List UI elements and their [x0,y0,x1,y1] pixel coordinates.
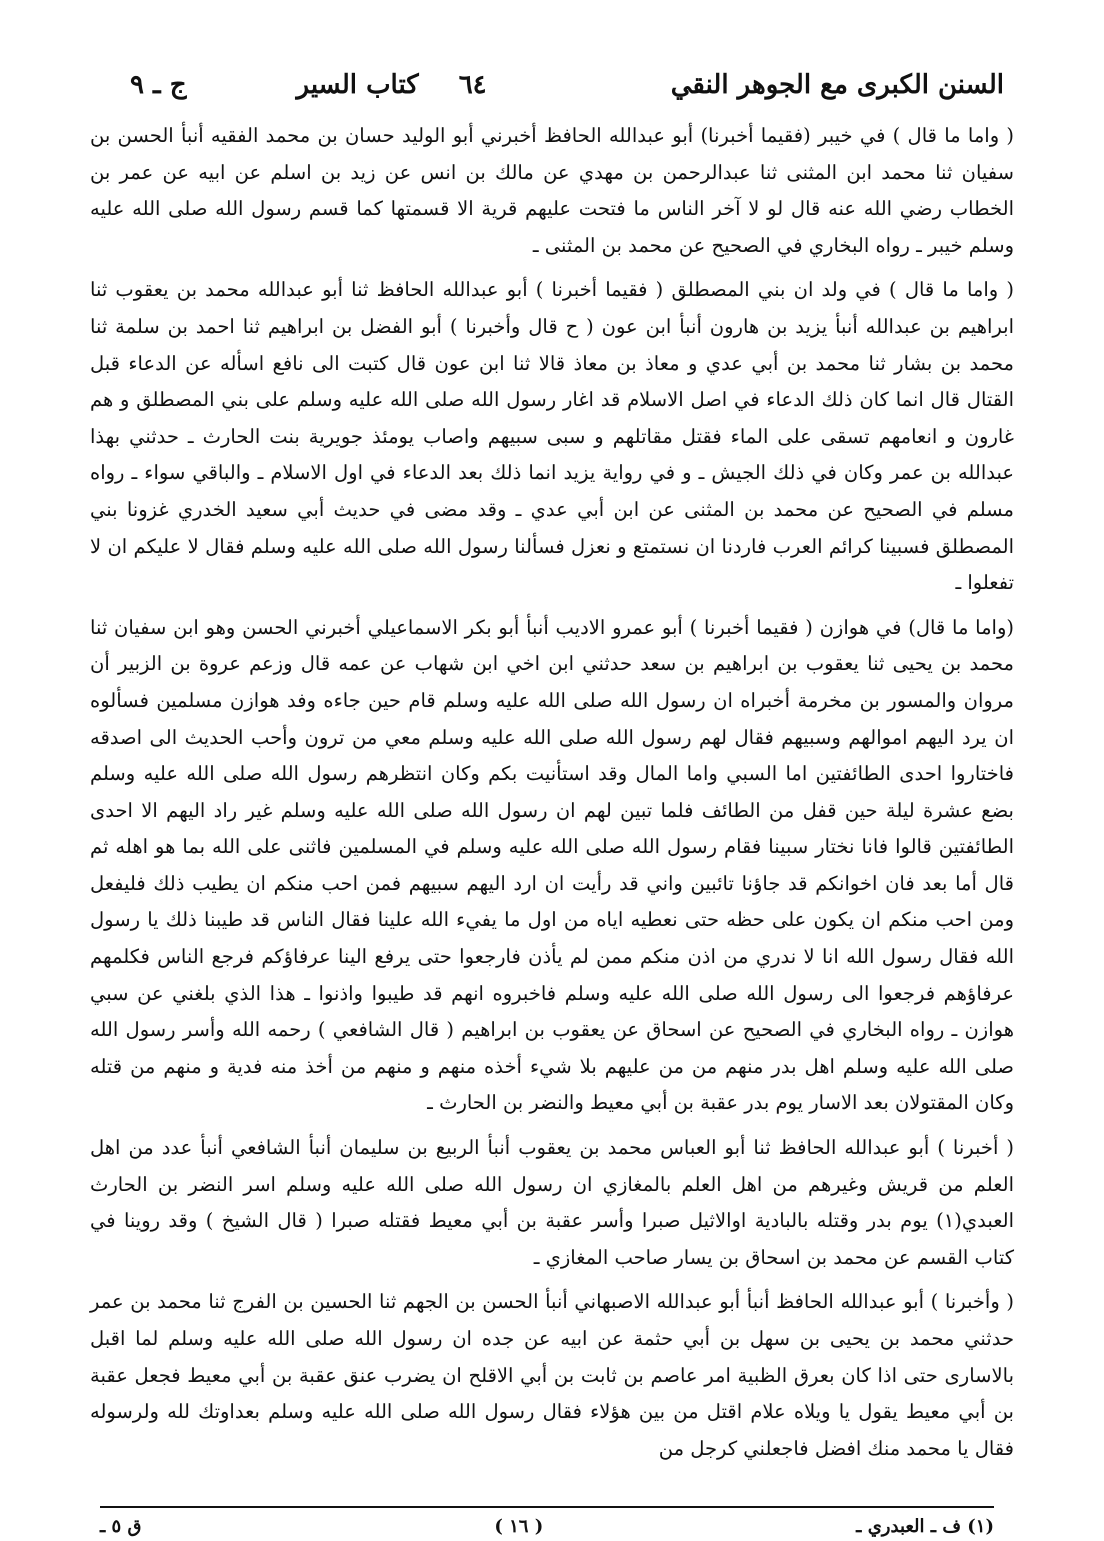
footnote-divider [100,1506,994,1508]
running-header [90,70,1014,118]
footnote: (١) ف ـ العبدري ـ [856,1515,994,1537]
volume-label: ج ـ ٩ [130,70,187,100]
footer-code: ق ٥ ـ [100,1515,142,1537]
paragraph-hawazin: (واما ما قال) في هوازن ( فقيما أخبرنا ) أبو عمرو الاديب أنبأ أبو بكر الاسماعيلي أخبرني الحسن وهو ابن سفيان ثنا محمد بن يحيى ثنا يعقوب بن ابراهيم بن سعد حدثني ابن اخي ابن شهاب عن عمه قال وزعم عروة بن الزبير أن مروان والمسور بن مخرمة أخبراه ان رسول الله صلى الله عليه وسلم قام حين جاءه وفد هوازن مسلمين فسألوه ان يرد اليهم اموالهم وسبيهم فقال لهم رسول الله صلى الله عليه وسلم معي من ترون وأحب الحديث الى اصدقه فاختاروا احدى الطائفتين اما السبي واما المال وقد استأنيت بكم وكان انتظرهم رسول الله صلى الله عليه وسلم بضع عشرة ليلة حين قفل من الطائف فلما تبين لهم ان رسول الله صلى الله عليه وسلم غير راد اليهم الا احدى الطائفتين قالوا فانا نختار سبينا فقام رسول الله صلى الله عليه وسلم في المسلمين فاثنى على الله بما هو اهله ثم قال أما بعد فان اخوانكم قد جاؤنا تائبين واني قد رأيت ان ارد اليهم سبيهم فمن احب منكم ان يطيب ذلك فليفعل ومن احب منكم ان يكون على حظه حتى نعطيه اياه من اول ما يفيء الله علينا فقال الناس قد طيبنا ذلك يا رسول الله فقال رسول الله انا لا ندري من اذن منكم ممن لم يأذن فارجعوا حتى يرفع الينا عرفاؤكم فرجع الناس فكلمهم عرفاؤهم فرجعوا الى رسول الله صلى الله عليه وسلم فاخبروه انهم قد طيبوا واذنوا ـ هذا الذي بلغني عن سبي هوازن ـ رواه البخاري في الصحيح عن اسحاق عن يعقوب بن ابراهيم ( قال الشافعي ) رحمه الله وأسر رسول الله صلى الله عليه وسلم اهل بدر منهم من من عليهم بلا شيء أخذه منهم و منهم من أخذ منه فدية و منهم من قتله وكان المقتولان بعد الاسار يوم بدر عقبة بن أبي معيط والنضر بن الحارث ـ [90,615,1014,1115]
paragraph-uqba: ( وأخبرنا ) أبو عبدالله الحافظ أنبأ أبو عبدالله الاصبهاني أنبأ الحسن بن الجهم ثنا الحسين بن الفرج ثنا محمد بن عمر حدثني محمد بن يحيى بن سهل بن أبي حثمة عن ابيه عن جده ان رسول الله صلى الله عليه وسلم لما اقبل بالاسارى حتى اذا كان بعرق الظبية امر عاصم بن ثابت بن أبي الاقلح ان يضرب عنق عقبة بن أبي معيط فجعل عقبة بن أبي معيط يقول يا ويلاه علام اقتل من بين هؤلاء فقال رسول الله صلى الله عليه وسلم بعداوتك لله ولرسوله فقال يا محمد منك افضل فاجعلني كرجل من [90,1290,1014,1460]
page-number: ٦٤ [458,70,487,100]
paragraph-khaybar: ( واما ما قال ) في خيبر (فقيما أخبرنا) أبو عبدالله الحافظ أخبرني أبو الوليد حسان بن محمد الفقيه أنبأ الحسن بن سفيان ثنا محمد ابن المثنى ثنا عبدالرحمن بن مهدي عن مالك بن انس عن زيد بن اسلم عن ابيه عن عمر بن الخطاب رضي الله عنه قال لو لا آخر الناس ما فتحت عليهم قرية الا قسمتها كما قسم رسول الله صلى الله عليه وسلم خيبر ـ رواه البخاري في الصحيح عن محمد بن المثنى ـ [90,124,1014,257]
body-text [90,118,1014,1467]
signature-mark: ( ١٦ ) [494,1515,544,1537]
book-title: السنن الكبرى مع الجوهر النقي [670,70,1004,100]
paragraph-badr-captives: ( أخبرنا ) أبو عبدالله الحافظ ثنا أبو العباس محمد بن يعقوب أنبأ الربيع بن سليمان أنبأ الشافعي أنبأ عدد من اهل العلم من قريش وغيرهم من اهل العلم بالمغازي ان رسول الله صلى الله عليه وسلم اسر النضر بن الحارث العبدي(١) يوم بدر وقتله بالبادية اوالاثيل صبرا وأسر عقبة بن أبي معيط فقتله صبرا ( قال الشيخ ) وقد روينا في كتاب القسم عن محمد بن اسحاق بن يسار صاحب المغازي ـ [90,1136,1014,1269]
page-footer [100,1512,994,1540]
chapter-title: كتاب السير [296,70,419,100]
paragraph-banu-mustaliq: ( واما ما قال ) في ولد ان بني المصطلق ( فقيما أخبرنا ) أبو عبدالله الحافظ ثنا أبو عبدالله محمد بن يعقوب ثنا ابراهيم بن عبدالله أنبأ يزيد بن هارون أنبأ ابن عون ( ح قال وأخبرنا ) أبو الفضل بن ابراهيم ثنا احمد بن سلمة ثنا محمد بن بشار ثنا محمد بن أبي عدي و معاذ بن معاذ قالا ثنا ابن عون قال كتبت الى نافع اسأله عن الدعاء قبل القتال قال انما كان ذلك الدعاء في اصل الاسلام قد اغار رسول الله صلى الله عليه وسلم على بني المصطلق و هم غارون و انعامهم تسقى على الماء فقتل مقاتلهم و سبى سبيهم واصاب يومئذ جويرية بنت الحارث ـ حدثني بهذا عبدالله بن عمر وكان في ذلك الجيش ـ و في رواية يزيد انما ذلك بعد الدعاء في اول الاسلام ـ والباقي سواء ـ رواه مسلم في الصحيح عن محمد بن المثنى عن ابن أبي عدي ـ وقد مضى في حديث أبي سعيد الخدري غزونا بني المصطلق فسبينا كرائم العرب فاردنا ان نستمتع و نعزل فسألنا رسول الله صلى الله عليه وسلم فقال لا عليكم ان لا تفعلوا ـ [90,278,1014,595]
